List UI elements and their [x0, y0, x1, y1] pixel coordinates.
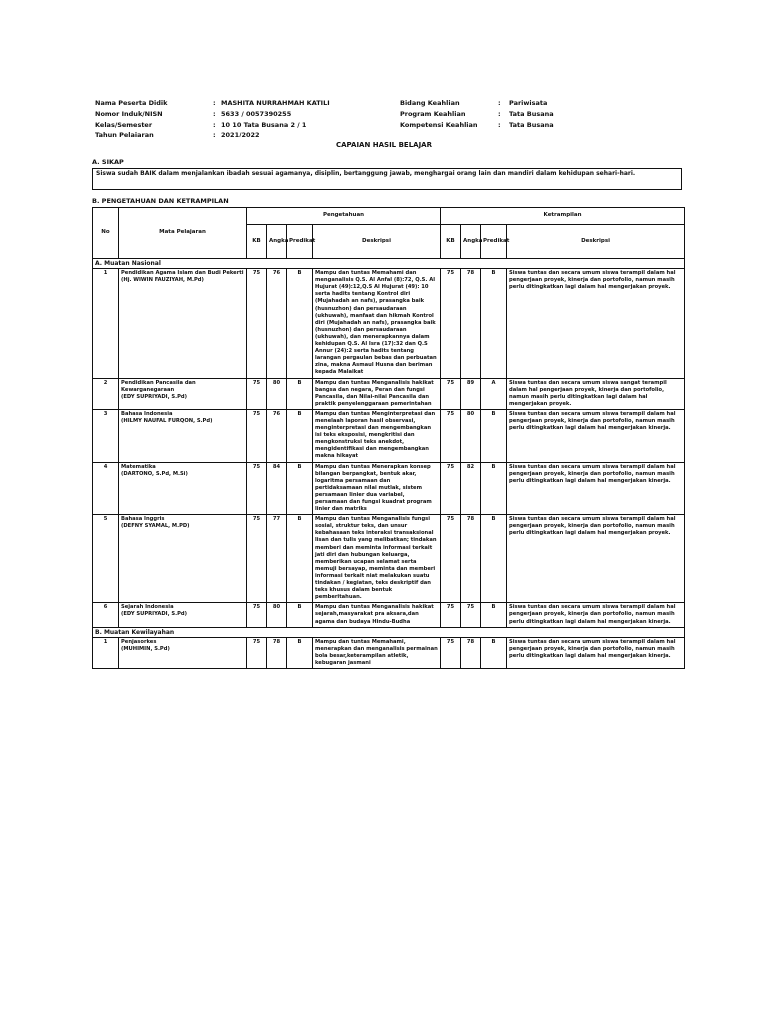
teacher-name: (DARTONO, S.Pd, M.Si) — [121, 470, 188, 477]
col-angka: Angka — [461, 225, 481, 259]
col-kb: KB — [441, 225, 461, 259]
teacher-name: (DEFNY SYAMAL, M.PD) — [121, 523, 190, 530]
skill-kb: 75 — [441, 637, 461, 668]
subject-name: Bahasa Inggris — [121, 516, 165, 523]
skill-grade: A — [481, 378, 507, 409]
knowledge-grade: B — [287, 637, 313, 668]
table-row — [93, 269, 685, 378]
teacher-name: (EDY SUPRIYADI, S.Pd) — [121, 611, 187, 618]
group-row — [93, 259, 685, 269]
row-no: 1 — [93, 269, 119, 378]
skill-kb: 75 — [441, 515, 461, 603]
col-deskripsi: Deskripsi — [507, 225, 685, 259]
knowledge-description: Mampu dan tuntas Memahami, menerapkan dan menganalisis permainan bola besar,keterampilan atletik, kebugaran jasmani — [313, 637, 441, 668]
student-class: 10 10 Tata Busana 2 / 1 — [221, 121, 307, 129]
info-row: Kompetensi Keahlian : Tata Busana — [400, 121, 554, 129]
teacher-name: (EDY SUPRIYADI, S.Pd) — [121, 393, 187, 400]
skill-kb: 75 — [441, 378, 461, 409]
teacher-name: (Hj. WIWIN FAUZIYAH, M.Pd) — [121, 277, 204, 284]
page-cutoff — [92, 905, 692, 1025]
subject-cell — [119, 409, 247, 462]
col-kb: KB — [247, 225, 267, 259]
knowledge-score: 76 — [267, 269, 287, 378]
knowledge-score: 78 — [267, 637, 287, 668]
row-no: 5 — [93, 515, 119, 603]
col-angka: Angka — [267, 225, 287, 259]
knowledge-grade: B — [287, 515, 313, 603]
knowledge-description: Mampu dan tuntas Memahami dan menganalisis Q.S. Al Anfal (8):72, Q.S. Al Hujurat (49):12,Q.S Al Hujurat (49): 10 serta hadits tentang Kontrol diri (Mujahadah an nafs), prasangka baik (husnuzhon) dan persaudaraan (ukhuwah), manfaat dan hikmah Kontrol diri (Mujahadah an nafs), prasangka baik (husnuzhon) dan persaudaraan (ukhuwah), dan menerapkannya dalam kehidupan Q.S. Al Isra (17):32 dan Q.S Annur (24):2 serta hadits tentang larangan pergaulan bebas dan perbuatan zina, makna Asmaul Husna dan beriman kepada Malaikat — [313, 269, 441, 378]
knowledge-kb: 75 — [247, 269, 267, 378]
knowledge-kb: 75 — [247, 462, 267, 515]
subject-cell — [119, 515, 247, 603]
student-info — [95, 98, 330, 137]
info-row: Nama Peserta Didik : MASHITA NURRAHMAH KATILI — [95, 99, 330, 107]
knowledge-grade: B — [287, 269, 313, 378]
col-predikat: Predikat — [481, 225, 507, 259]
col-deskripsi: Deskripsi — [313, 225, 441, 259]
knowledge-kb: 75 — [247, 409, 267, 462]
knowledge-grade: B — [287, 409, 313, 462]
subject-name: Pendidikan Pancasila dan Kewarganegaraan — [121, 379, 196, 393]
sikap-text: Siswa sudah BAIK dalam menjalankan ibadah sesuai agamanya, disiplin, bertanggung jawab, menghargai orang lain dan mandiri dalam kehidupan sehari-hari. — [92, 168, 682, 190]
knowledge-kb: 75 — [247, 515, 267, 603]
skill-score: 78 — [461, 515, 481, 603]
info-row: Tahun Pelajaran : 2021/2022 — [95, 131, 260, 137]
subject-name: Matematika — [121, 463, 156, 470]
knowledge-description: Mampu dan tuntas Menganalisis fungsi sosial, struktur teks, dan unsur kebahasaan teks interaksi transaksional lisan dan tulis yang melibatkan; tindakan memberi dan meminta informasi terkait jati diri dan hubungan keluarga, memberikan ucapan selamat serta memuji bersayap, meminta dan memberi informasi terkait niat melakukan suatu tindakan / kegiatan, teks deskriptif dan teks khusus dalam bentuk pemberitahuan. — [313, 515, 441, 603]
knowledge-score: 76 — [267, 409, 287, 462]
skill-grade: B — [481, 462, 507, 515]
teacher-name: (HILMY NAUFAL FURQON, S.Pd) — [121, 417, 213, 424]
row-no: 3 — [93, 409, 119, 462]
knowledge-score: 77 — [267, 515, 287, 603]
skill-grade: B — [481, 515, 507, 603]
table-row — [93, 462, 685, 515]
pk-heading: B. PENGETAHUAN DAN KETRAMPILAN — [92, 197, 229, 205]
skill-grade: B — [481, 637, 507, 668]
knowledge-score: 80 — [267, 378, 287, 409]
skill-grade: B — [481, 603, 507, 627]
page-title: CAPAIAN HASIL BELAJAR — [335, 141, 432, 149]
skill-kb: 75 — [441, 269, 461, 378]
skill-description: Siswa tuntas dan secara umum siswa terampil dalam hal pengerjaan proyek, kinerja dan portofolio, namun masih perlu ditingkatkan lagi dalam hal mengerjakan kinerja. — [507, 637, 685, 668]
skill-description: Siswa tuntas dan secara umum siswa terampil dalam hal pengerjaan proyek, kinerja dan portofolio, namun masih perlu ditingkatkan lagi dalam hal mengerjakan kinerja. — [507, 603, 685, 627]
col-mapel: Mata Pelajaran — [119, 208, 247, 259]
table-row — [93, 603, 685, 627]
knowledge-description: Mampu dan tuntas Menganalisis hakikat sejarah,masyarakat pra aksara,dan agama dan budaya Hindu-Budha — [313, 603, 441, 627]
subject-cell — [119, 603, 247, 627]
skill-grade: B — [481, 269, 507, 378]
col-no: No — [93, 208, 119, 259]
info-row: Program Keahlian : Tata Busana — [400, 110, 554, 118]
row-no: 6 — [93, 603, 119, 627]
knowledge-description: Mampu dan tuntas Menginterpretasi dan menelaah laporan hasil observasi, menginterpretasi dan mengembangkan isi teks eksposisi, mengkritisi dan mengkonstruksi teks anekdot, mengidentifikasi dan mengembangkan makna hikayat — [313, 409, 441, 462]
knowledge-kb: 75 — [247, 378, 267, 409]
sikap-heading: A. SIKAP — [92, 158, 124, 166]
knowledge-description: Mampu dan tuntas Menerapkan konsep bilangan berpangkat, bentuk akar, logaritma persamaan dan pertidaksamaan nilai mutlak, sistem persamaan linier dua variabel, persamaan dan fungsi kuadrat program linier dan matriks — [313, 462, 441, 515]
skill-description: Siswa tuntas dan secara umum siswa terampil dalam hal pengerjaan proyek, kinerja dan portofolio, namun masih perlu ditingkatkan lagi dalam hal mengerjakan proyek. — [507, 269, 685, 378]
student-nisn: 5633 / 0057390255 — [221, 110, 292, 118]
subject-cell — [119, 462, 247, 515]
teacher-name: (MUHIMIN, S.Pd) — [121, 645, 170, 652]
knowledge-description: Mampu dan tuntas Menganalisis hakikat bangsa dan negara, Peran dan fungsi Pancasila, dan Nilai-nilai Pancasila dan praktik penyelenggaraan pemerintahan — [313, 378, 441, 409]
skill-score: 89 — [461, 378, 481, 409]
info-row: Nomor Induk/NISN : 5633 / 0057390255 — [95, 110, 292, 118]
subject-name: Bahasa Indonesia — [121, 410, 173, 417]
subject-cell — [119, 637, 247, 668]
subject-name: Penjasorkes — [121, 638, 157, 645]
skill-description: Siswa tuntas dan secara umum siswa terampil dalam hal pengerjaan proyek, kinerja dan portofolio, namun masih perlu ditingkatkan lagi dalam hal mengerjakan proyek. — [507, 515, 685, 603]
info-row: Kelas/Semester : 10 10 Tata Busana 2 / 1 — [95, 121, 307, 129]
skill-description: Siswa tuntas dan secara umum siswa sangat terampil dalam hal pengerjaan proyek, kinerja dan portofolio, namun masih perlu ditingkatkan lagi dalam hal mengerjakan proyek. — [507, 378, 685, 409]
student-name: MASHITA NURRAHMAH KATILI — [221, 99, 330, 107]
skill-kb: 75 — [441, 462, 461, 515]
knowledge-kb: 75 — [247, 637, 267, 668]
info-row: Bidang Keahlian : Pariwisata — [400, 99, 548, 107]
table-row — [93, 637, 685, 668]
skill-score: 80 — [461, 409, 481, 462]
program-info — [400, 98, 554, 131]
knowledge-score: 84 — [267, 462, 287, 515]
group-title: A. Muatan Nasional — [93, 259, 685, 269]
row-no: 2 — [93, 378, 119, 409]
skill-score: 78 — [461, 637, 481, 668]
skill-score: 75 — [461, 603, 481, 627]
group-title: B. Muatan Kewilayahan — [93, 627, 685, 637]
col-pengetahuan: Pengetahuan — [247, 208, 441, 225]
subject-cell — [119, 378, 247, 409]
subject-cell — [119, 269, 247, 378]
knowledge-score: 80 — [267, 603, 287, 627]
knowledge-grade: B — [287, 603, 313, 627]
group-row — [93, 627, 685, 637]
subject-name: Pendidikan Agama Islam dan Budi Pekerti — [121, 270, 244, 277]
school-year: 2021/2022 — [221, 131, 260, 137]
row-no: 1 — [93, 637, 119, 668]
row-no: 4 — [93, 462, 119, 515]
table-row — [93, 515, 685, 603]
knowledge-grade: B — [287, 378, 313, 409]
table-row — [93, 409, 685, 462]
subject-name: Sejarah Indonesia — [121, 604, 174, 611]
col-predikat: Predikat — [287, 225, 313, 259]
grades-table — [92, 207, 685, 669]
table-row — [93, 378, 685, 409]
col-ketrampilan: Ketrampilan — [441, 208, 685, 225]
skill-score: 78 — [461, 269, 481, 378]
skill-score: 82 — [461, 462, 481, 515]
skill-grade: B — [481, 409, 507, 462]
skill-description: Siswa tuntas dan secara umum siswa terampil dalam hal pengerjaan proyek, kinerja dan portofolio, namun masih perlu ditingkatkan lagi dalam hal mengerjakan kinerja. — [507, 462, 685, 515]
knowledge-grade: B — [287, 462, 313, 515]
skill-kb: 75 — [441, 603, 461, 627]
knowledge-kb: 75 — [247, 603, 267, 627]
skill-description: Siswa tuntas dan secara umum siswa terampil dalam hal pengerjaan proyek, kinerja dan portofolio, namun masih perlu ditingkatkan lagi dalam hal mengerjakan kinerja. — [507, 409, 685, 462]
skill-kb: 75 — [441, 409, 461, 462]
